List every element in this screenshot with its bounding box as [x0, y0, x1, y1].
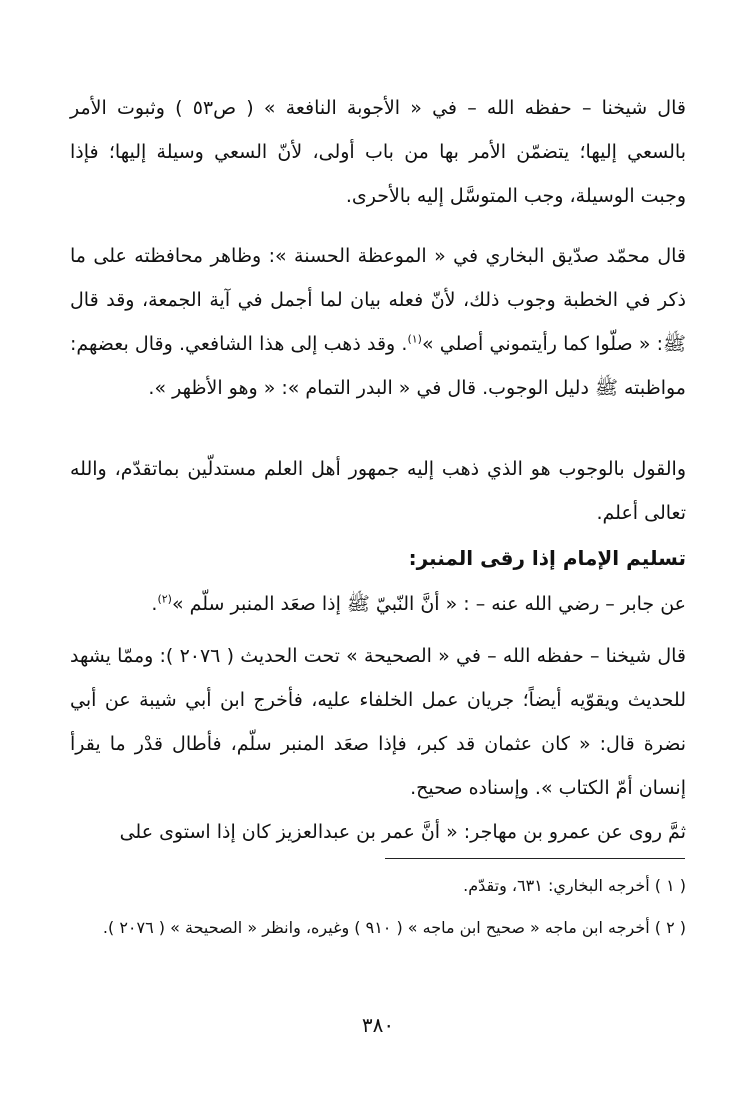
footnote-1: ( ١ ) أخرجه البخاري: ٦٣١، وتقدّم.	[463, 876, 686, 895]
paragraph-5-text: قال شيخنا – حفظه الله – في « الصحيحة » تحت الحديث ( ٢٠٧٦ ): وممّا يشهد للحديث ويقوّيه أيضاً؛ جريان عمل الخلفاء عليه، فأخرج ابن أبي شيبة عن أبي نضرة قال: « كان عثمان قد كبر، فإذا صعَد المنبر سلّم، فأطال قدْر ما يقرأ إنسان أمّ الكتاب ». وإسناده صحيح.	[70, 645, 687, 799]
footnote-marker-1: (١)	[407, 332, 422, 346]
footnote-2: ( ٢ ) أخرجه ابن ماجه « صحيح ابن ماجه » ( ٩١٠ ) وغيره، وانظر « الصحيحة » ( ٢٠٧٦ ).	[102, 918, 686, 937]
paragraph-4-text-b: .	[151, 593, 158, 615]
section-heading: تسليم الإمام إذا رقى المنبر:	[408, 546, 686, 570]
paragraph-1-text: قال شيخنا – حفظه الله – في « الأجوبة النافعة » ( ص٥٣ ) وثبوت الأمر بالسعي إليها؛ يتضمّن الأمر بها من باب أولى، لأنّ السعي وسيلة إليها؛ فإذا وجبت الوسيلة، وجب المتوسَّل إليه بالأحرى.	[70, 97, 686, 207]
paragraph-3	[70, 447, 686, 535]
paragraph-2	[70, 234, 686, 410]
footnote-separator	[385, 858, 685, 859]
paragraph-4-text-a: عن جابر – رضي الله عنه – : « أنَّ النّبيّ ﷺ إذا صعَد المنبر سلّم »	[171, 593, 686, 615]
paragraph-2-text-a: قال محمّد صدّيق البخاري في « الموعظة الحسنة »: وظاهر محافظته على ما ذكر في الخطبة وجوب ذلك، لأنّ فعله بيان لما أجمل في آية الجمعة، وقد قال ﷺ: « صلّوا كما رأيتموني أصلي »	[70, 245, 686, 355]
paragraph-6	[70, 810, 686, 854]
footnote-marker-2: (٢)	[157, 592, 172, 606]
paragraph-2-text-b: . وقد ذهب إلى هذا الشافعي. وقال بعضهم: مواظبته ﷺ دليل الوجوب. قال في « البدر التمام »: « وهو الأظهر ».	[70, 333, 686, 399]
paragraph-1	[70, 86, 686, 218]
page-number: ٣٨٠	[361, 1013, 395, 1037]
paragraph-6-text: ثمَّ روى عن عمرو بن مهاجر: « أنَّ عمر بن عبدالعزيز كان إذا استوى على	[119, 821, 686, 843]
paragraph-3-text: والقول بالوجوب هو الذي ذهب إليه جمهور أهل العلم مستدلّين بماتقدّم، والله تعالى أعلم.	[70, 458, 686, 524]
paragraph-4	[70, 582, 686, 626]
paragraph-5	[70, 634, 686, 810]
